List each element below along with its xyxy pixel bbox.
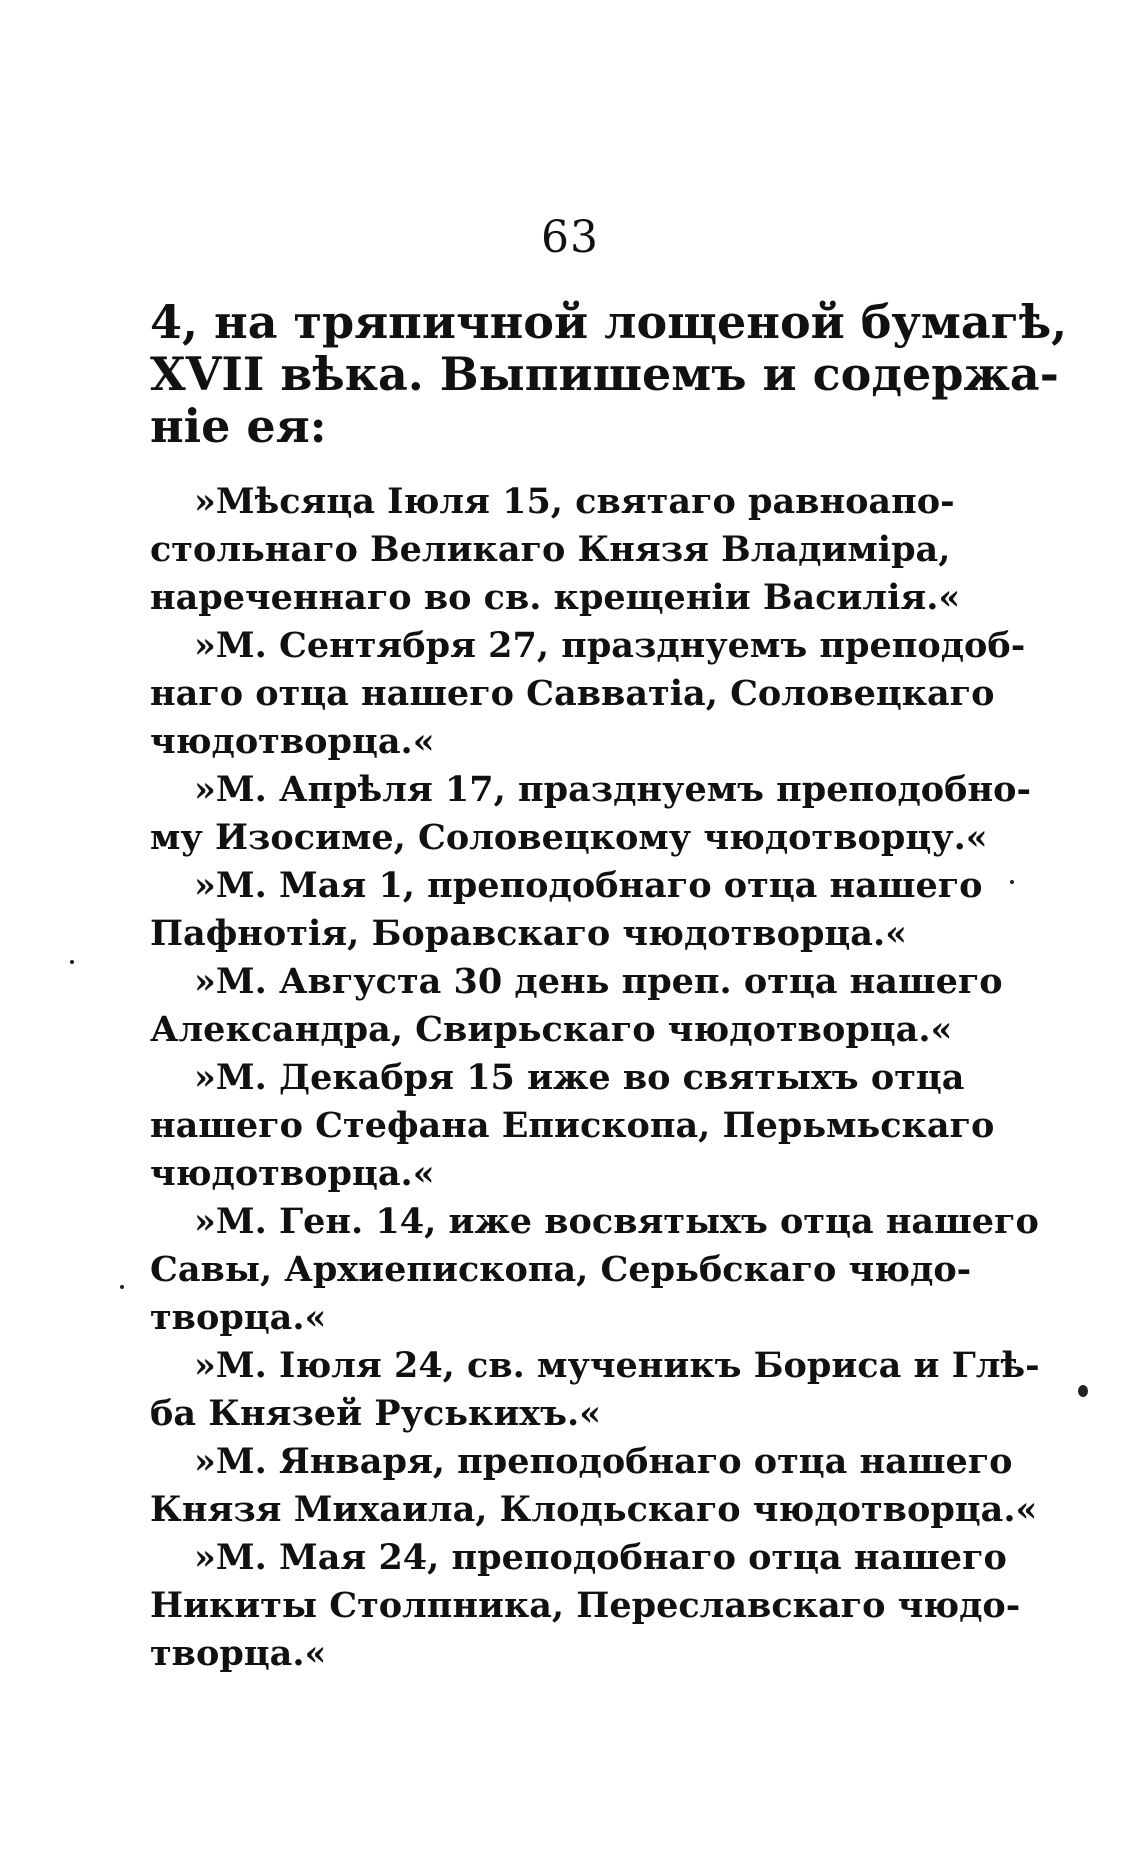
calendar-entry [150,1438,1038,1534]
entry-line: »М. Мая 1, преподобнаго отца нашего [194,865,983,906]
entry-line: »М. Іюля 24, св. мученикъ Бориса и Глѣ- [194,1345,1040,1386]
calendar-entry [150,1534,1021,1678]
calendar-entry [150,1198,1039,1342]
entry-line: ба Князей Руськихъ.« [150,1393,602,1434]
entry-line: »М. Ген. 14, иже восвятыхъ отца нашего [194,1201,1039,1242]
scan-speck [1078,1385,1088,1397]
entry-line: »Мѣсяца Іюля 15, святаго равноапо- [194,481,955,522]
intro-line: XVII вѣка. Выпишемъ и содержа- [150,347,1059,401]
entry-line: Пафнотія, Боравскаго чюдотворца.« [150,913,908,954]
entry-line: Князя Михаила, Клодьскаго чюдотворца.« [150,1489,1038,1530]
scan-speck [70,960,74,964]
intro-line: 4, на тряпичной лощеной бумагѣ, [150,295,1068,349]
entry-line: »М. Декабря 15 иже во святыхъ отца [194,1057,965,1098]
entry-line: творца.« [150,1633,327,1674]
page-number: 63 [541,212,599,263]
entry-line: нареченнаго во св. крещеніи Василія.« [150,577,961,618]
calendar-entry [150,766,1031,862]
entry-line: »М. Августа 30 день преп. отца нашего [194,961,1003,1002]
calendar-entry [150,958,1003,1054]
scan-speck [1010,880,1014,884]
entry-line: чюдотворца.« [150,721,435,762]
entry-line: »М. Сентября 27, празднуемъ преподоб- [194,625,1026,666]
page-text [150,295,1068,1678]
entry-line: Савы, Архиепископа, Серьбскаго чюдо- [150,1249,972,1290]
calendar-entry [150,862,983,958]
calendar-entries [150,478,1040,1678]
calendar-entry [150,1054,995,1198]
calendar-entry [150,1342,1040,1438]
scan-speck [120,1285,124,1289]
entry-line: »М. Апрѣля 17, празднуемъ преподобно- [194,769,1031,810]
entry-line: наго отца нашего Савватіа, Соловецкаго [150,673,995,714]
entry-line: »М. Мая 24, преподобнаго отца нашего [194,1537,1007,1578]
intro-paragraph [150,295,1068,453]
entry-line: нашего Стефана Епископа, Перьмьскаго [150,1105,995,1146]
entry-line: Александра, Свирьскаго чюдотворца.« [150,1009,953,1050]
entry-line: стольнаго Великаго Князя Владиміра, [150,529,951,570]
intro-line: ніе ея: [150,399,327,453]
entry-line: чюдотворца.« [150,1153,435,1194]
calendar-entry [150,478,961,622]
entry-line: му Изосиме, Соловецкому чюдотворцу.« [150,817,988,858]
entry-line: Никиты Столпника, Переславскаго чюдо- [150,1585,1021,1626]
calendar-entry [150,622,1026,766]
entry-line: творца.« [150,1297,327,1338]
entry-line: »М. Января, преподобнаго отца нашего [194,1441,1013,1482]
